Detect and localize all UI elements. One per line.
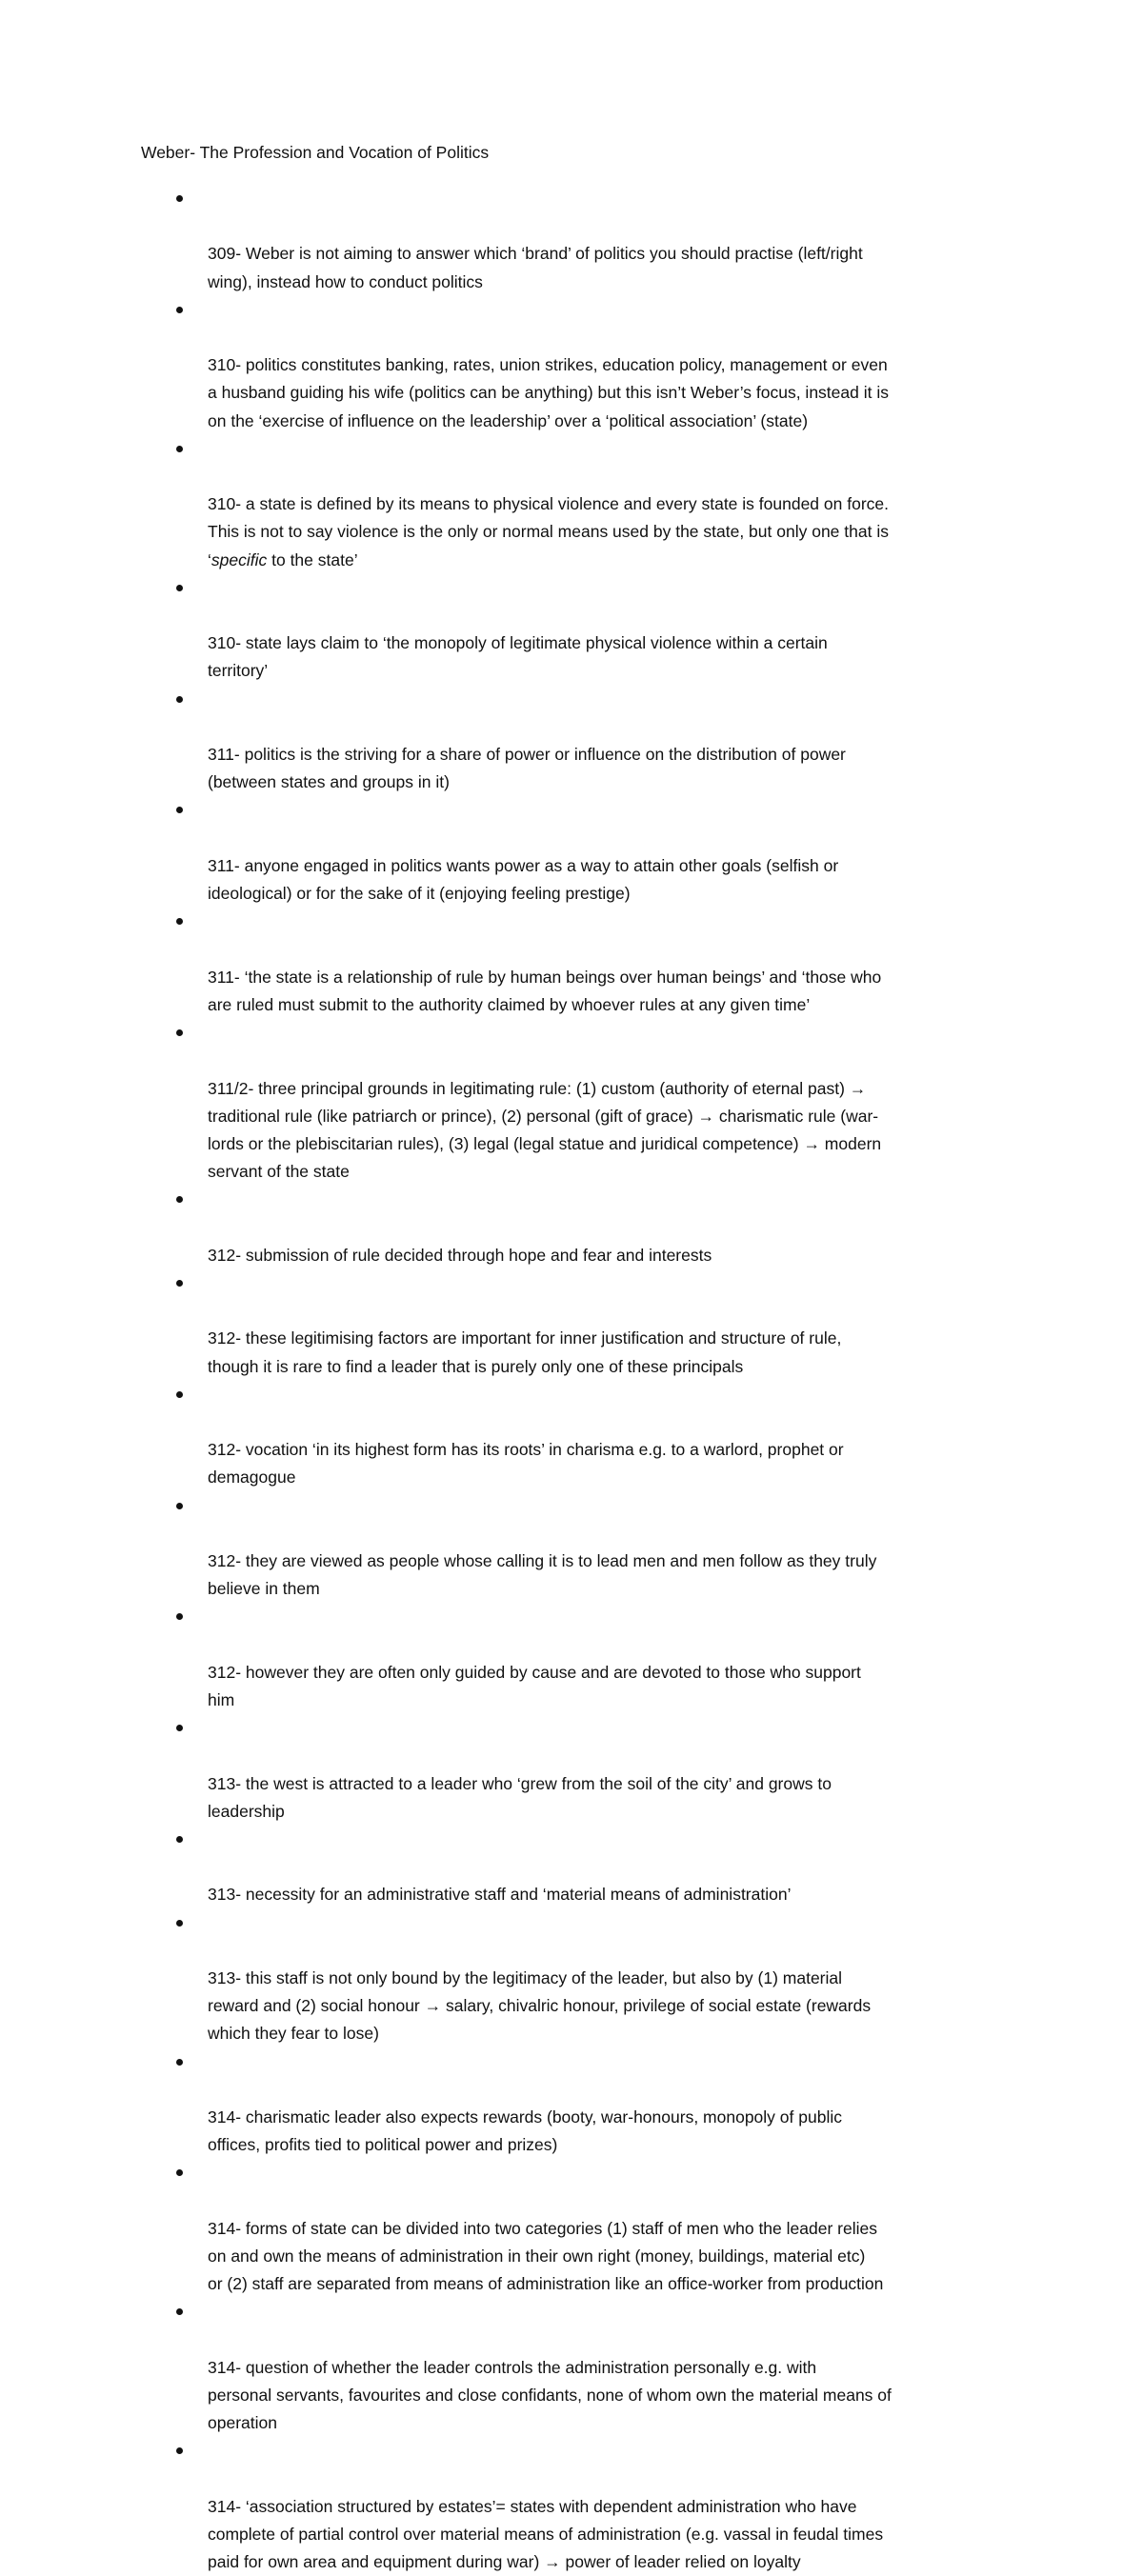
note-text-start: 310- a state is defined by its means to physical violence and every state is founded on force. This is not to say violence is the only or normal means used by the state, but only one that is ‘ bbox=[208, 494, 889, 569]
note-text: 310- state lays claim to ‘the monopoly of legitimate physical violence within a certain territory’ bbox=[208, 633, 828, 681]
bullet-icon bbox=[176, 696, 183, 703]
bullet-icon bbox=[176, 807, 183, 813]
list-item bbox=[141, 1186, 1017, 1269]
list-item bbox=[141, 1909, 1017, 2048]
note-text: 314- ‘association structured by estates’= states with dependent administration who have complete of partial control over material means of administration (e.g. vassal in feudal times paid for own area and equipment during war) → power of leader relied on loyalty bbox=[208, 2496, 884, 2572]
note-text: 309- Weber is not aiming to answer which ‘brand’ of politics you should practise (left/right wing), instead how to conduct politics bbox=[208, 244, 863, 291]
note-text: 311- anyone engaged in politics wants power as a way to attain other goals (selfish or ideological) or for the sake of it (enjoying feeling prestige) bbox=[208, 855, 839, 904]
list-item bbox=[141, 686, 1017, 797]
note-text: 312- submission of rule decided through hope and fear and interests bbox=[208, 1245, 712, 1265]
bullet-icon bbox=[176, 1391, 183, 1398]
list-item bbox=[141, 185, 1017, 296]
note-text: 310- politics constitutes banking, rates, union strikes, education policy, management or even a husband guiding his wife (politics can be anything) but this isn’t Weber’s focus, instead it is on the ‘exercise of influence on the leadership’ over a ‘political association’ (state) bbox=[208, 355, 889, 430]
note-text: 312- vocation ‘in its highest form has its roots’ in charisma e.g. to a warlord, prophet or demagogue bbox=[208, 1440, 844, 1488]
list-item bbox=[141, 2298, 1017, 2437]
list-item bbox=[141, 296, 1017, 435]
note-text: 314- charismatic leader also expects rewards (booty, war-honours, monopoly of public offices, profits tied to political power and prizes) bbox=[208, 2107, 842, 2155]
note-text: 313- the west is attracted to a leader who ‘grew from the soil of the city’ and grows to leadership bbox=[208, 1773, 832, 1821]
bullet-icon bbox=[176, 585, 183, 591]
note-text: 311- politics is the striving for a share of power or influence on the distribution of power (between states and groups in it) bbox=[208, 745, 846, 792]
list-item bbox=[141, 1492, 1017, 1604]
bullet-icon bbox=[176, 1196, 183, 1203]
bullet-icon bbox=[176, 307, 183, 313]
bullet-icon bbox=[176, 1920, 183, 1927]
list-item bbox=[141, 1269, 1017, 1381]
bullet-icon bbox=[176, 1725, 183, 1731]
note-text: 313- this staff is not only bound by the legitimacy of the leader, but also by (1) material reward and (2) social honour → salary, chivalric honour, privilege of social estate (rewards which they fear to lose) bbox=[208, 1968, 872, 2044]
bullet-icon bbox=[176, 1503, 183, 1509]
note-text-end: to the state’ bbox=[267, 549, 358, 569]
list-item bbox=[141, 1603, 1017, 1714]
bullet-icon bbox=[176, 2169, 183, 2176]
note-text: 311/2- three principal grounds in legitimating rule: (1) custom (authority of eternal past) → traditional rule (like patriarch or prince), (2) personal (gift of grace) → charismatic rule (war- lords or the plebiscitarian rules), (3) legal (legal statue and juridical competence) → modern servant of the state bbox=[208, 1078, 882, 1182]
document-title: Weber- The Profession and Vocation of Politics bbox=[141, 143, 490, 162]
notes-list bbox=[141, 185, 1017, 2576]
list-item bbox=[141, 2437, 1017, 2576]
list-item bbox=[141, 2159, 1017, 2298]
note-text: 312- they are viewed as people whose calling it is to lead men and men follow as they truly believe in them bbox=[208, 1550, 877, 1599]
bullet-icon bbox=[176, 1280, 183, 1287]
bullet-icon bbox=[176, 918, 183, 925]
list-item bbox=[141, 2048, 1017, 2160]
bullet-icon bbox=[176, 446, 183, 452]
note-text-italic: specific bbox=[211, 549, 268, 569]
list-item bbox=[141, 796, 1017, 908]
list-item bbox=[141, 908, 1017, 1019]
list-item bbox=[141, 1826, 1017, 1909]
note-text bbox=[208, 494, 889, 569]
bullet-icon bbox=[176, 195, 183, 202]
list-item bbox=[141, 1381, 1017, 1492]
note-text: 312- however they are often only guided by cause and are devoted to those who support him bbox=[208, 1662, 861, 1709]
note-text: 314- forms of state can be divided into two categories (1) staff of men who the leader relies on and own the means of administration in their own right (money, buildings, material etc) or (2) staff are separated from means of administration like an office-worker from production bbox=[208, 2218, 884, 2294]
note-text: 313- necessity for an administrative staff and ‘material means of administration’ bbox=[208, 1885, 792, 1905]
bullet-icon bbox=[176, 2308, 183, 2315]
bullet-icon bbox=[176, 2059, 183, 2066]
bullet-icon bbox=[176, 1836, 183, 1843]
bullet-icon bbox=[176, 2447, 183, 2454]
list-item bbox=[141, 1714, 1017, 1826]
list-item bbox=[141, 435, 1017, 574]
bullet-icon bbox=[176, 1029, 183, 1036]
note-text: 312- these legitimising factors are important for inner justification and structure of rule, though it is rare to find a leader that is purely only one of these principals bbox=[208, 1328, 842, 1376]
note-text: 314- question of whether the leader controls the administration personally e.g. with personal servants, favourites and close confidants, none of whom own the material means of operation bbox=[208, 2357, 892, 2433]
list-item bbox=[141, 1019, 1017, 1186]
note-text: 311- ‘the state is a relationship of rule by human beings over human beings’ and ‘those who are ruled must submit to the authority claimed by whoever rules at any given time’ bbox=[208, 967, 882, 1014]
list-item bbox=[141, 574, 1017, 686]
